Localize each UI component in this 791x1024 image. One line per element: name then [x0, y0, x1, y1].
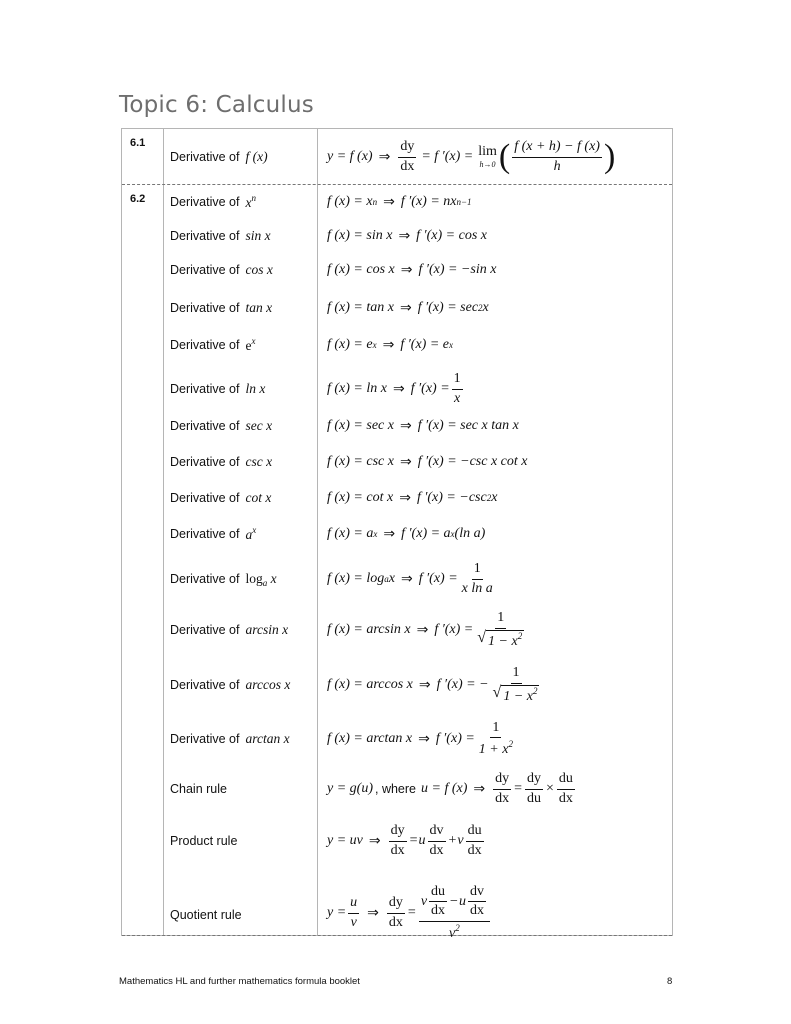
- row-formula: y = f (x) ⇒ $\frac{dy}{dx}$ = f ′(x) = lim h→0 ( $\frac{f (x + h) - f (x)}{h}$ ): [327, 138, 616, 175]
- table-row: Quotient rule y = $\frac{u}{v}$ ⇒ $\frac{dy}{dx}$ = v $\frac{du}{dx}$ − u $\frac{dv}{dx}$ $v^2$: [122, 869, 672, 933]
- table-row: Derivative of $e^x$ f (x) = e x ⇒ f ′(x) = e x: [170, 336, 453, 353]
- table-row: Derivative of csc x f (x) = csc x ⇒ f ′(x) = −csc x cot x: [170, 454, 528, 470]
- table-row: Derivative of tan x f (x) = tan x ⇒ f ′(x) = sec 2 x: [170, 300, 489, 316]
- table-row: Derivative of cos x f (x) = cos x ⇒ f ′(x) = −sin x: [170, 262, 497, 278]
- table-row: Derivative of $a^x$ f (x) = a x ⇒ f ′(x) = a x (ln a): [170, 525, 486, 542]
- table-row: [122, 133, 672, 181]
- table-row: Derivative of ln x f (x) = ln x ⇒ f ′(x) = $\frac{1}{x}$: [170, 371, 461, 406]
- table-row: Chain rule y = g(u) , where u = f (x) ⇒ $\frac{dy}{dx}$ = $\frac{dy}{du}$ × $\frac{du}{dx}$: [170, 771, 573, 806]
- table-row: Derivative of arctan x f (x) = arctan x ⇒ f ′(x) = $\frac{1}{1 + x^2}$: [170, 719, 513, 757]
- table-row: Derivative of sin x f (x) = sin x ⇒ f ′(x) = cos x: [170, 228, 487, 244]
- table-row: Derivative of $\log_a x$ f (x) = log a x ⇒ f ′(x) = $\frac{1}{\text{x ln a}}$: [170, 561, 493, 596]
- page-number: 8: [667, 976, 673, 987]
- row-label: Derivative of f (x): [170, 149, 268, 164]
- section-divider: [122, 184, 672, 185]
- formula-table: [121, 128, 673, 941]
- footer-text: Mathematics HL and further mathematics formula booklet: [119, 976, 360, 987]
- table-row: Derivative of sec x f (x) = sec x ⇒ f ′(x) = sec x tan x: [170, 418, 519, 434]
- table-row: Derivative of cot x f (x) = cot x ⇒ f ′(x) = −csc 2 x: [170, 490, 498, 506]
- table-row: Product rule y = uv ⇒ $\frac{dy}{dx}$ = u $\frac{dv}{dx}$ + v $\frac{du}{dx}$: [170, 823, 482, 858]
- table-row: Derivative of arcsin x f (x) = arcsin x ⇒ f ′(x) = 1 √ $1 - x^2$: [170, 610, 523, 649]
- page-title: Topic 6: Calculus: [119, 92, 314, 118]
- table-row: Derivative of $x^n$ f (x) = x n ⇒ f ′(x) = nx n−1: [170, 193, 472, 210]
- section-number: 6.1: [130, 137, 146, 149]
- table-row: Derivative of arccos x f (x) = arccos x ⇒ f ′(x) = − 1 √ $1 - x^2$: [170, 665, 538, 704]
- section-number: 6.2: [130, 193, 146, 205]
